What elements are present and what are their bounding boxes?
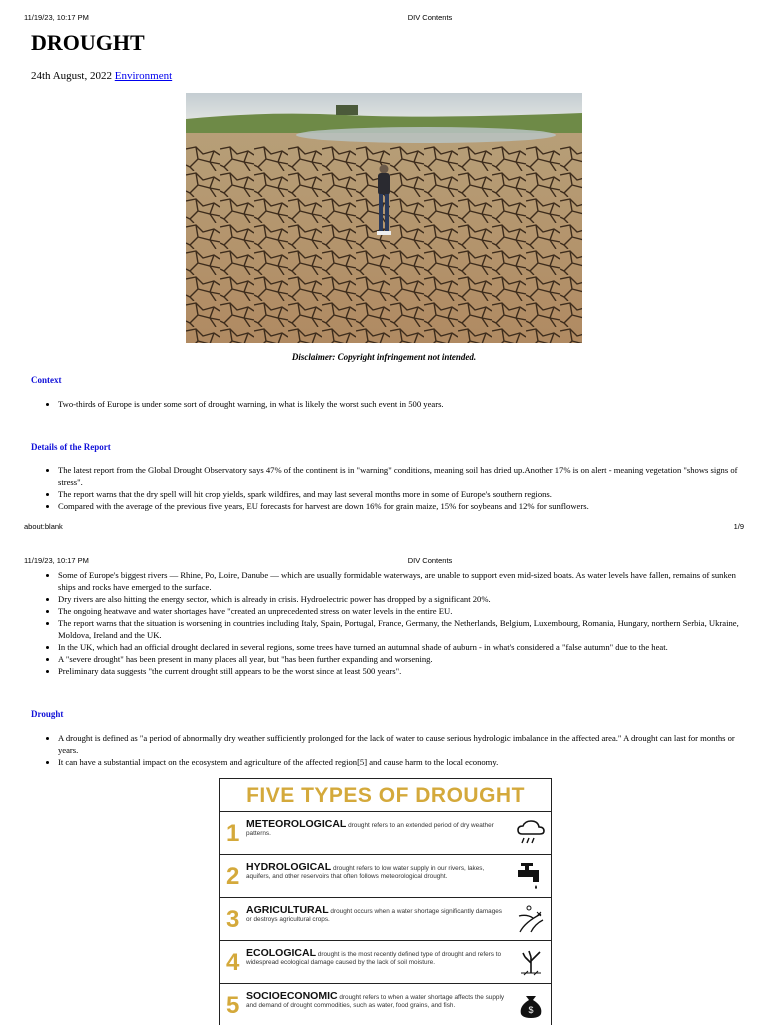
rain-cloud-icon — [515, 818, 547, 848]
type-term: HYDROLOGICAL — [246, 861, 332, 873]
type-description: drought is the most recently defined type of drought and refers to widespread ecological damage caused by the lack of soil moisture. — [246, 951, 502, 966]
report-list — [40, 464, 748, 512]
type-number: 5 — [226, 992, 240, 1019]
drought-list — [40, 732, 748, 768]
type-number: 2 — [226, 863, 240, 890]
drought-type-row — [220, 984, 551, 1025]
category-link[interactable]: Environment — [114, 70, 173, 82]
list-item: • The latest report from the Global Drought Observatory says 47% of the continent is in "warning" conditions, meaning soil has dried up.Another 17% is on alert - meaning vegetation "shows signs of stress". — [58, 464, 748, 488]
print-doc-title: DIV Contents — [407, 13, 453, 22]
list-item: • The report warns that the situation is worsening in countries including Italy, Spain, Portugal, France, Germany, the Netherlands, Belgium, Luxembourg, Romania, Hungary, northern Serbia, Ukraine, Moldova, Ireland and the UK. — [58, 617, 748, 641]
type-description: drought refers to low water supply in our rivers, lakes, aquifers, and other reservoirs that often follows meteorological drought. — [246, 865, 485, 880]
image-caption: Disclaimer: Copyright infringement not intended. — [291, 352, 477, 362]
type-term: ECOLOGICAL — [246, 947, 316, 959]
type-description: drought occurs when a water shortage significantly damages or destroys agricultural crops. — [246, 908, 502, 923]
section-heading-context: Context — [31, 375, 62, 385]
list-item: • Two-thirds of Europe is under some sort of drought warning, in what is likely the worst such event in 500 years. — [58, 398, 748, 410]
list-item: • Compared with the average of the previous five years, EU forecasts for harvest are down 16% for grain maize, 15% for soybeans and 12% for sunflowers. — [58, 500, 748, 512]
context-list — [40, 398, 748, 410]
drought-type-row — [220, 855, 551, 898]
wilted-crop-icon — [515, 904, 547, 934]
list-item: • The report warns that the dry spell will hit crop yields, spark wildfires, and may last several months more in some of Europe's southern regions. — [58, 488, 748, 500]
list-item: • Dry rivers are also hitting the energy sector, which is already in crisis. Hydroelectric power has dropped by a significant 20%. — [58, 593, 748, 605]
drought-type-row — [220, 941, 551, 984]
drought-type-row — [220, 898, 551, 941]
article-date: 24th August, 2022 — [31, 70, 112, 82]
section-heading-report: Details of the Report — [31, 442, 111, 452]
drought-types-infographic — [219, 778, 552, 1025]
list-item: • The ongoing heatwave and water shortages have "created an unprecedented stress on water levels in the entire EU. — [58, 605, 748, 617]
dead-tree-icon — [515, 947, 547, 977]
infographic-title: FIVE TYPES OF DROUGHT — [220, 779, 551, 812]
type-description: drought refers to an extended period of dry weather patterns. — [246, 822, 494, 837]
svg-text:$: $ — [528, 1005, 534, 1015]
list-item: • A "severe drought" has been present in many places all year, but "has been further expanding and worsening. — [58, 653, 748, 665]
print-timestamp: 11/19/23, 10:17 PM — [24, 556, 89, 565]
type-term: METEOROLOGICAL — [246, 818, 347, 830]
print-footer — [0, 522, 768, 536]
drought-photo — [186, 93, 582, 343]
money-bag-icon — [515, 990, 547, 1020]
print-url: about:blank — [24, 522, 63, 531]
type-term: AGRICULTURAL — [246, 904, 329, 916]
type-number: 1 — [226, 820, 240, 847]
print-header — [0, 13, 768, 27]
print-page-number: 1/9 — [733, 522, 744, 531]
faucet-icon — [515, 861, 547, 891]
list-item: • A drought is defined as "a period of abnormally dry weather sufficiently prolonged for the lack of water to cause serious hydrologic imbalance in the affected area." A drought can last for months or years. — [58, 732, 748, 756]
list-item: • It can have a substantial impact on the ecosystem and agriculture of the affected region[5] and cause harm to the local economy. — [58, 756, 748, 768]
list-item: • In the UK, which had an official drought declared in several regions, some trees have turned an autumnal shade of auburn - in what's considered a "false autumn" due to the heat. — [58, 641, 748, 653]
print-doc-title: DIV Contents — [407, 556, 453, 565]
print-timestamp: 11/19/23, 10:17 PM — [24, 13, 89, 22]
drought-type-row — [220, 812, 551, 855]
print-header-page-2 — [0, 556, 768, 570]
article-dateline — [31, 70, 172, 82]
list-item: • Some of Europe's biggest rivers — Rhine, Po, Loire, Danube — which are usually formidable waterways, are unable to support even mid-sized boats. As water levels have fallen, remains of sunken ships and rocks have emerged to the surface. — [58, 569, 748, 593]
page-title: DROUGHT — [31, 30, 145, 55]
type-number: 4 — [226, 949, 240, 976]
section-heading-drought: Drought — [31, 709, 64, 719]
type-term: SOCIOECONOMIC — [246, 990, 338, 1002]
list-item: • Preliminary data suggests "the current drought still appears to be the worst since at least 500 years". — [58, 665, 748, 677]
report-list-continued — [40, 569, 748, 677]
type-number: 3 — [226, 906, 240, 933]
type-description: drought refers to when a water shortage affects the supply and demand of drought commodities, such as water, food grains, and fish. — [246, 994, 505, 1009]
